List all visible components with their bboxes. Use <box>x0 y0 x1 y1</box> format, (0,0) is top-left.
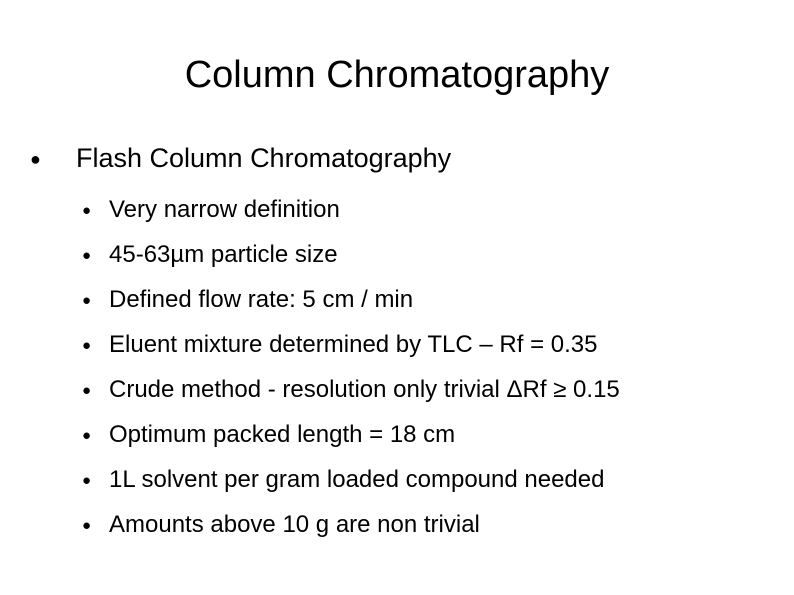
list-item <box>82 505 620 550</box>
bullet-icon: ● <box>82 472 92 489</box>
list-item <box>82 460 620 505</box>
list-item-text: Optimum packed length = 18 cm <box>109 421 456 448</box>
list-item <box>82 325 620 370</box>
bullet-icon: ● <box>82 427 92 444</box>
list-item-text: Defined flow rate: 5 cm / min <box>109 286 414 313</box>
bullet-icon: ● <box>82 247 92 264</box>
main-point-text: Flash Column Chromatography <box>76 143 452 173</box>
list-item-text: Amounts above 10 g are non trivial <box>109 511 480 538</box>
bullet-icon: ● <box>82 382 92 399</box>
list-item <box>82 415 620 460</box>
bullet-icon: ● <box>30 149 41 169</box>
bullet-icon: ● <box>82 202 92 219</box>
slide-title: Column Chromatography <box>184 54 610 96</box>
bullet-icon: ● <box>82 517 92 534</box>
bullet-icon: ● <box>82 292 92 309</box>
list-item <box>82 280 620 325</box>
list-item <box>82 235 620 280</box>
list-item-text: 45-63µm particle size <box>109 241 338 268</box>
bullet-icon: ● <box>82 337 92 354</box>
list-item-text: 1L solvent per gram loaded compound needed <box>109 466 605 493</box>
list-item <box>82 370 620 415</box>
list-item <box>82 190 620 235</box>
list-item-text: Eluent mixture determined by TLC – Rf = 0.35 <box>109 331 598 358</box>
list-item-text: Very narrow definition <box>109 196 340 223</box>
sub-bullet-list <box>82 190 620 550</box>
list-item-text: Crude method - resolution only trivial ΔRf ≥ 0.15 <box>109 376 620 403</box>
main-bullet-point <box>30 140 451 177</box>
